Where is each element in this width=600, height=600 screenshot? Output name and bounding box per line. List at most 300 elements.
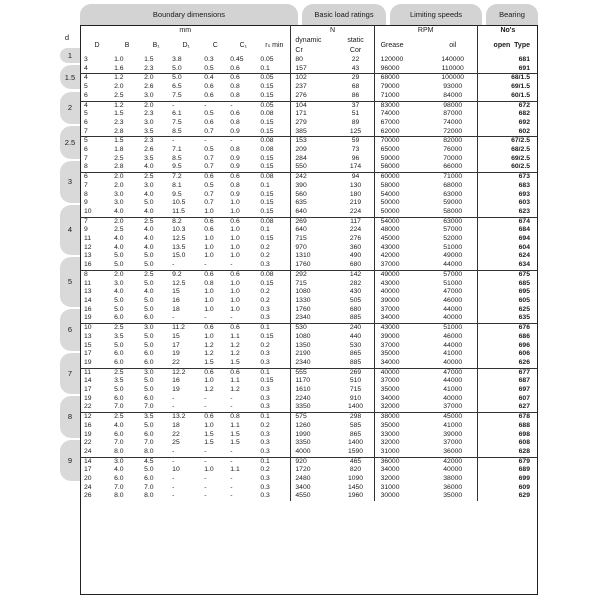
cell-B: 5.0 xyxy=(114,341,124,349)
col-B1: B₁ xyxy=(152,42,160,49)
cell-rs-min: 0.3 xyxy=(258,359,291,368)
cell-C: 1.0 xyxy=(204,305,214,313)
cell-D: 12 xyxy=(80,413,112,422)
cell-bearing-no: 673 xyxy=(477,173,538,182)
cell-bearing-no: 60/1.5 xyxy=(511,91,530,99)
table-row xyxy=(80,359,538,368)
cell-cr: 2240 xyxy=(295,394,311,402)
cell-cor: 125 xyxy=(338,128,375,137)
cell-C1: 0.9 xyxy=(230,190,240,198)
table-row xyxy=(80,492,538,501)
cell-D: 5 xyxy=(84,83,88,91)
table-row xyxy=(80,182,538,191)
cell-D1: 16 xyxy=(172,377,180,385)
cell-D1: 12.5 xyxy=(172,235,186,243)
cell-bearing-no: 627 xyxy=(518,403,530,411)
cell-grease: 83000 xyxy=(374,101,429,110)
cell-B1: 4.5 xyxy=(142,457,170,466)
cell-cor: 680 xyxy=(338,306,375,315)
cell-oil: 47000 xyxy=(429,368,478,377)
d-group-label: 2.5 xyxy=(60,126,80,159)
cell-D: 22 xyxy=(84,439,92,447)
cell-bearing-no: 604 xyxy=(518,243,530,251)
cell-cor: 1400 xyxy=(338,403,375,412)
table-row xyxy=(80,110,538,119)
cell-bearing-no: 607 xyxy=(518,394,530,402)
cell-C1: 0.6 xyxy=(228,270,258,279)
cell-rs-min: 0.3 xyxy=(258,261,291,270)
cell-B: 1.5 xyxy=(112,137,142,146)
cell-B: 7.0 xyxy=(114,483,124,491)
cor-label: Cor xyxy=(349,47,362,54)
cell-B: 2.8 xyxy=(114,127,124,135)
cell-C: 1.0 xyxy=(204,332,214,340)
cell-grease: 67000 xyxy=(380,118,400,126)
cell-cr: 1350 xyxy=(295,341,311,349)
cell-oil: 110000 xyxy=(429,65,478,74)
cell-D: 17 xyxy=(84,466,92,474)
cell-cr: 640 xyxy=(295,207,307,215)
cell-C1: 0.6 xyxy=(228,368,258,377)
unit-n: N xyxy=(291,25,374,36)
cell-cor: 59 xyxy=(338,137,375,146)
cell-bearing-no: 697 xyxy=(518,386,530,394)
cell-oil: 82000 xyxy=(429,137,478,146)
cell-C: 1.0 xyxy=(204,288,214,296)
cell-B: 6.0 xyxy=(114,358,124,366)
col-D: D xyxy=(94,42,100,49)
cell-grease: 54000 xyxy=(380,190,400,198)
cell-oil: 74000 xyxy=(429,119,478,128)
col-C1: C₁ xyxy=(239,42,248,49)
cell-bearing-no: 624 xyxy=(518,252,530,260)
cell-B1: 5.0 xyxy=(144,421,154,429)
cell-rs-min: 0.3 xyxy=(258,439,291,448)
cell-bearing-no: 682 xyxy=(518,110,530,118)
cell-bearing-no: 684 xyxy=(518,226,530,234)
cell-B: 6.0 xyxy=(114,350,124,358)
cell-cor: 68 xyxy=(338,83,375,92)
cell-rs-min: 0.3 xyxy=(258,492,291,501)
cell-rs-min: 0.1 xyxy=(258,457,291,466)
cell-D1: 8.5 xyxy=(172,154,182,162)
cell-C1: - xyxy=(228,137,258,146)
table-body xyxy=(80,56,538,501)
cell-B1: 6.0 xyxy=(144,394,154,402)
cell-bearing-no: 69/1.5 xyxy=(511,83,530,91)
cell-cr: 2340 xyxy=(295,358,311,366)
cell-rs-min: 0.15 xyxy=(258,235,291,244)
cell-D: 15 xyxy=(84,341,92,349)
cell-D: 7 xyxy=(84,154,88,162)
cell-B1: 5.0 xyxy=(144,386,154,394)
cell-oil: 44000 xyxy=(429,377,478,386)
cell-oil: 37000 xyxy=(429,403,478,412)
cell-B1: 2.3 xyxy=(144,110,154,118)
cell-cr: 555 xyxy=(291,368,338,377)
cell-C1: - xyxy=(230,261,233,269)
cell-grease: 70000 xyxy=(374,137,429,146)
cell-C1: 1.0 xyxy=(230,235,240,243)
cell-C1: - xyxy=(230,492,233,500)
cell-C1: 1.0 xyxy=(230,288,240,296)
cell-B: 4.0 xyxy=(114,288,124,296)
cell-B1: 7.0 xyxy=(144,483,154,491)
cell-cr: 385 xyxy=(295,127,307,135)
cell-cor: 510 xyxy=(338,377,375,386)
cell-B: 3.0 xyxy=(112,457,142,466)
cell-B: 6.0 xyxy=(114,394,124,402)
cell-oil: 41000 xyxy=(429,422,478,431)
cell-rs-min: 0.3 xyxy=(258,306,291,315)
cell-cr: 209 xyxy=(295,146,307,154)
cell-C: 1.2 xyxy=(204,386,214,394)
cell-B1: 5.0 xyxy=(144,199,154,207)
cell-B: 2.5 xyxy=(112,413,142,422)
cell-rs-min: 0.3 xyxy=(258,350,291,359)
cell-D1: 3.8 xyxy=(172,56,182,63)
cell-cor: 585 xyxy=(338,422,375,431)
cell-cor: 29 xyxy=(338,74,375,83)
cell-D: 9 xyxy=(84,199,88,207)
cell-B: 2.0 xyxy=(112,173,142,182)
cell-rs-min: 0.05 xyxy=(258,101,291,110)
cell-bearing-no: 608 xyxy=(518,439,530,447)
cell-C1: 1.0 xyxy=(230,279,240,287)
col-static xyxy=(338,36,375,56)
table-row xyxy=(80,448,538,457)
cell-C1: 0.6 xyxy=(228,173,258,182)
cell-C: 1.0 xyxy=(204,466,214,474)
cell-bearing-no: 629 xyxy=(518,492,530,500)
cell-rs-min: 0.3 xyxy=(258,484,291,493)
cell-B1: 4.0 xyxy=(144,163,154,171)
cell-oil: 47000 xyxy=(429,288,478,297)
cell-grease: 39000 xyxy=(380,332,400,340)
cell-cr: 2340 xyxy=(295,314,311,322)
cell-cr: 920 xyxy=(291,457,338,466)
cell-D: 14 xyxy=(80,457,112,466)
cell-B: 4.0 xyxy=(114,243,124,251)
cell-B: 8.0 xyxy=(114,447,124,455)
cell-oil: 40000 xyxy=(429,466,478,475)
cell-cor: 180 xyxy=(338,191,375,200)
cell-cr: 390 xyxy=(295,181,307,189)
cell-B1: 5.0 xyxy=(144,332,154,340)
cell-B1: 5.0 xyxy=(144,252,154,260)
cell-C1: 0.6 xyxy=(230,110,240,118)
cell-cr: 80 xyxy=(295,56,303,63)
cell-C: 0.4 xyxy=(202,74,228,83)
cell-C: 0.7 xyxy=(204,154,214,162)
cell-oil: 40000 xyxy=(429,395,478,404)
cell-grease: 62000 xyxy=(380,127,400,135)
table-row xyxy=(80,475,538,484)
cell-B: 3.0 xyxy=(114,279,124,287)
cell-B: 6.0 xyxy=(114,314,124,322)
cell-B: 5.0 xyxy=(114,386,124,394)
cell-grease: 120000 xyxy=(380,56,404,63)
cell-cor: 465 xyxy=(338,457,375,466)
cell-C: 1.5 xyxy=(204,439,214,447)
cell-D: 8 xyxy=(84,190,88,198)
cell-B: 7.0 xyxy=(114,439,124,447)
cell-grease: 54000 xyxy=(374,217,429,226)
cell-cr: 3400 xyxy=(295,483,311,491)
cell-D: 22 xyxy=(84,403,92,411)
cell-D: 8 xyxy=(80,270,112,279)
cell-B1: 2.0 xyxy=(142,101,170,110)
cell-grease: 37000 xyxy=(380,341,400,349)
cell-C: 0.5 xyxy=(204,64,214,72)
cell-C1: 0.9 xyxy=(230,163,240,171)
cell-B1: 5.0 xyxy=(144,296,154,304)
cell-D: 19 xyxy=(84,358,92,366)
cell-D: 16 xyxy=(84,261,92,269)
cell-cr: 279 xyxy=(295,118,307,126)
table-row xyxy=(80,235,538,244)
cell-bearing-no: 605 xyxy=(518,296,530,304)
cell-C1: 0.6 xyxy=(228,324,258,333)
cell-C1: 0.8 xyxy=(230,83,240,91)
cell-B1: 2.5 xyxy=(142,217,170,226)
cell-cor: 530 xyxy=(338,342,375,351)
cell-D1: 22 xyxy=(172,358,180,366)
cell-C: - xyxy=(202,101,228,110)
cell-D1: 25 xyxy=(172,439,180,447)
cell-bearing-no: 603 xyxy=(518,199,530,207)
cell-oil: 51000 xyxy=(429,280,478,289)
cell-bearing-no: 635 xyxy=(518,314,530,322)
cell-B1: 2.6 xyxy=(144,146,154,154)
cell-C1: 1.0 xyxy=(230,199,240,207)
cell-rs-min: 0.15 xyxy=(258,83,291,92)
cell-D1: - xyxy=(170,137,202,146)
cell-B1: 4.0 xyxy=(144,207,154,215)
cell-cr: 1330 xyxy=(295,296,311,304)
cell-B: 5.0 xyxy=(114,305,124,313)
cell-cor: 1450 xyxy=(338,484,375,493)
cell-cr: 1310 xyxy=(295,252,311,260)
cell-D1: - xyxy=(172,447,175,455)
cell-cr: 269 xyxy=(291,217,338,226)
cell-C: - xyxy=(204,483,207,491)
table-row xyxy=(80,226,538,235)
cell-D: 17 xyxy=(84,350,92,358)
cell-grease: 48000 xyxy=(380,226,400,234)
cell-rs-min: 0.2 xyxy=(258,297,291,306)
cell-C: 0.6 xyxy=(202,368,228,377)
tab-basic-load-ratings: Basic load ratings xyxy=(302,4,386,25)
cell-D: 4 xyxy=(84,64,88,72)
cell-bearing-no: 686 xyxy=(518,332,530,340)
cell-C1: 1.1 xyxy=(230,377,240,385)
cell-D: 19 xyxy=(84,314,92,322)
col-grease: Grease xyxy=(380,42,404,49)
cell-D: 10 xyxy=(80,324,112,333)
cell-cr: 284 xyxy=(295,154,307,162)
cell-grease: 45000 xyxy=(380,235,400,243)
cell-grease: 79000 xyxy=(380,83,400,91)
cell-bearing-no: 699 xyxy=(518,475,530,483)
cell-cor: 73 xyxy=(338,146,375,155)
cell-rs-min: 0.3 xyxy=(258,475,291,484)
cell-rs-min: 0.2 xyxy=(258,466,291,475)
table-row xyxy=(80,74,538,83)
cell-C1: 1.0 xyxy=(230,226,240,234)
table-row xyxy=(80,146,538,155)
cell-B1: 6.0 xyxy=(144,475,154,483)
cell-D: 16 xyxy=(84,305,92,313)
cell-cr: 970 xyxy=(295,243,307,251)
cell-D1: 8.2 xyxy=(170,217,202,226)
cell-cor: 680 xyxy=(338,261,375,270)
cell-B: 7.0 xyxy=(114,403,124,411)
cell-C1: 1.2 xyxy=(230,350,240,358)
cell-rs-min: 0.15 xyxy=(258,119,291,128)
cell-cor: 298 xyxy=(338,413,375,422)
cell-C: 1.2 xyxy=(204,350,214,358)
cell-B1: 2.3 xyxy=(144,64,154,72)
cell-bearing-no: 602 xyxy=(518,127,530,135)
cell-oil: 76000 xyxy=(429,146,478,155)
cell-B: 1.5 xyxy=(114,110,124,118)
cell-grease: 34000 xyxy=(380,358,400,366)
cell-D1: 5.0 xyxy=(172,64,182,72)
table-row xyxy=(80,413,538,422)
table-row xyxy=(80,252,538,261)
cell-cor: 910 xyxy=(338,395,375,404)
cell-C1: 0.8 xyxy=(230,118,240,126)
cell-C: 0.6 xyxy=(204,118,214,126)
cell-B1: 6.0 xyxy=(144,314,154,322)
cell-D: 7 xyxy=(84,127,88,135)
cell-D1: 15 xyxy=(172,332,180,340)
cell-grease: 35000 xyxy=(380,350,400,358)
cell-D: 24 xyxy=(84,483,92,491)
cell-C: 0.5 xyxy=(204,110,214,118)
cell-C: - xyxy=(204,314,207,322)
cell-bearing-no: 672 xyxy=(477,101,538,110)
cell-cor: 505 xyxy=(338,297,375,306)
cell-rs-min: 0.15 xyxy=(258,128,291,137)
cell-D1: 10.3 xyxy=(172,226,186,234)
table-row xyxy=(80,457,538,466)
cell-D: 14 xyxy=(84,296,92,304)
cell-bearing-no: 688 xyxy=(518,421,530,429)
table-row xyxy=(80,137,538,146)
cell-grease: 60000 xyxy=(374,173,429,182)
cell-grease: 35000 xyxy=(380,421,400,429)
cell-rs-min: 0.1 xyxy=(258,368,291,377)
cell-D: 11 xyxy=(80,368,112,377)
cell-rs-min: 0.1 xyxy=(258,324,291,333)
cell-bearing-no: 687 xyxy=(518,377,530,385)
cell-cr: 292 xyxy=(291,270,338,279)
cell-cr: 171 xyxy=(295,110,307,118)
cell-D: 11 xyxy=(84,279,92,287)
cell-B: 1.6 xyxy=(114,64,124,72)
cell-C: - xyxy=(204,403,207,411)
cell-C: 0.6 xyxy=(202,413,228,422)
cell-cr: 3350 xyxy=(295,403,311,411)
cell-B1: 1.5 xyxy=(144,56,154,63)
cell-oil: 52000 xyxy=(429,235,478,244)
cell-C1: 0.8 xyxy=(230,146,240,154)
cell-D1: 11.5 xyxy=(172,207,185,215)
col-C: C xyxy=(212,42,218,49)
cell-bearing-no: 698 xyxy=(518,430,530,438)
cell-C: - xyxy=(204,394,207,402)
cell-D1: - xyxy=(170,457,202,466)
cell-cor: 269 xyxy=(338,368,375,377)
cell-grease: 35000 xyxy=(380,386,400,394)
table-row xyxy=(80,56,538,65)
cell-C: 1.0 xyxy=(204,421,214,429)
cell-cor: 715 xyxy=(338,386,375,395)
cell-C1: 1.0 xyxy=(230,243,240,251)
cell-B1: 2.3 xyxy=(142,137,170,146)
cell-oil: 57000 xyxy=(429,226,478,235)
cell-bearing-no: 691 xyxy=(518,64,530,72)
cell-cor: 865 xyxy=(338,431,375,440)
cell-D: 13 xyxy=(84,332,92,340)
cell-C: 0.5 xyxy=(204,146,214,154)
cell-oil: 59000 xyxy=(429,199,478,208)
cell-D1: 5.0 xyxy=(170,74,202,83)
cell-cor: 885 xyxy=(338,314,375,323)
table-row xyxy=(80,208,538,217)
table-row xyxy=(80,431,538,440)
cell-cr: 1720 xyxy=(295,466,311,474)
cell-D: 13 xyxy=(84,288,92,296)
cell-D1: 13.2 xyxy=(170,413,202,422)
cell-B: 6.0 xyxy=(114,475,124,483)
cell-bearing-no: 693 xyxy=(518,190,530,198)
cell-B: 4.0 xyxy=(114,421,124,429)
cell-C: 1.0 xyxy=(204,296,214,304)
cell-cor: 96 xyxy=(338,155,375,164)
cell-B1: 2.0 xyxy=(142,74,170,83)
table-row xyxy=(80,288,538,297)
cell-cr: 153 xyxy=(291,137,338,146)
table-row xyxy=(80,261,538,270)
table-row xyxy=(80,439,538,448)
cell-bearing-no: 681 xyxy=(518,56,530,63)
cell-grease: 59000 xyxy=(380,154,400,162)
cell-B1: 5.0 xyxy=(144,261,154,269)
cell-D: 7 xyxy=(84,181,88,189)
cell-grease: 58000 xyxy=(380,181,400,189)
cell-C1: 1.2 xyxy=(230,386,240,394)
cell-rs-min: 0.08 xyxy=(258,270,291,279)
cell-B1: 3.0 xyxy=(142,368,170,377)
cell-C: 0.6 xyxy=(204,83,214,91)
cell-B: 3.0 xyxy=(114,190,124,198)
cell-C: 0.5 xyxy=(204,181,214,189)
cell-D1: 7.5 xyxy=(172,91,182,99)
cell-D: 6 xyxy=(80,173,112,182)
cell-rs-min: 0.3 xyxy=(258,448,291,457)
cell-oil: 63000 xyxy=(429,191,478,200)
cell-rs-min: 0.3 xyxy=(258,395,291,404)
cell-D1: 12.2 xyxy=(170,368,202,377)
cell-cr: 1080 xyxy=(295,332,311,340)
cell-D1: 15 xyxy=(172,288,180,296)
cell-cr: 1610 xyxy=(295,386,311,394)
cell-B1: 4.0 xyxy=(144,190,154,198)
table-row xyxy=(80,466,538,475)
